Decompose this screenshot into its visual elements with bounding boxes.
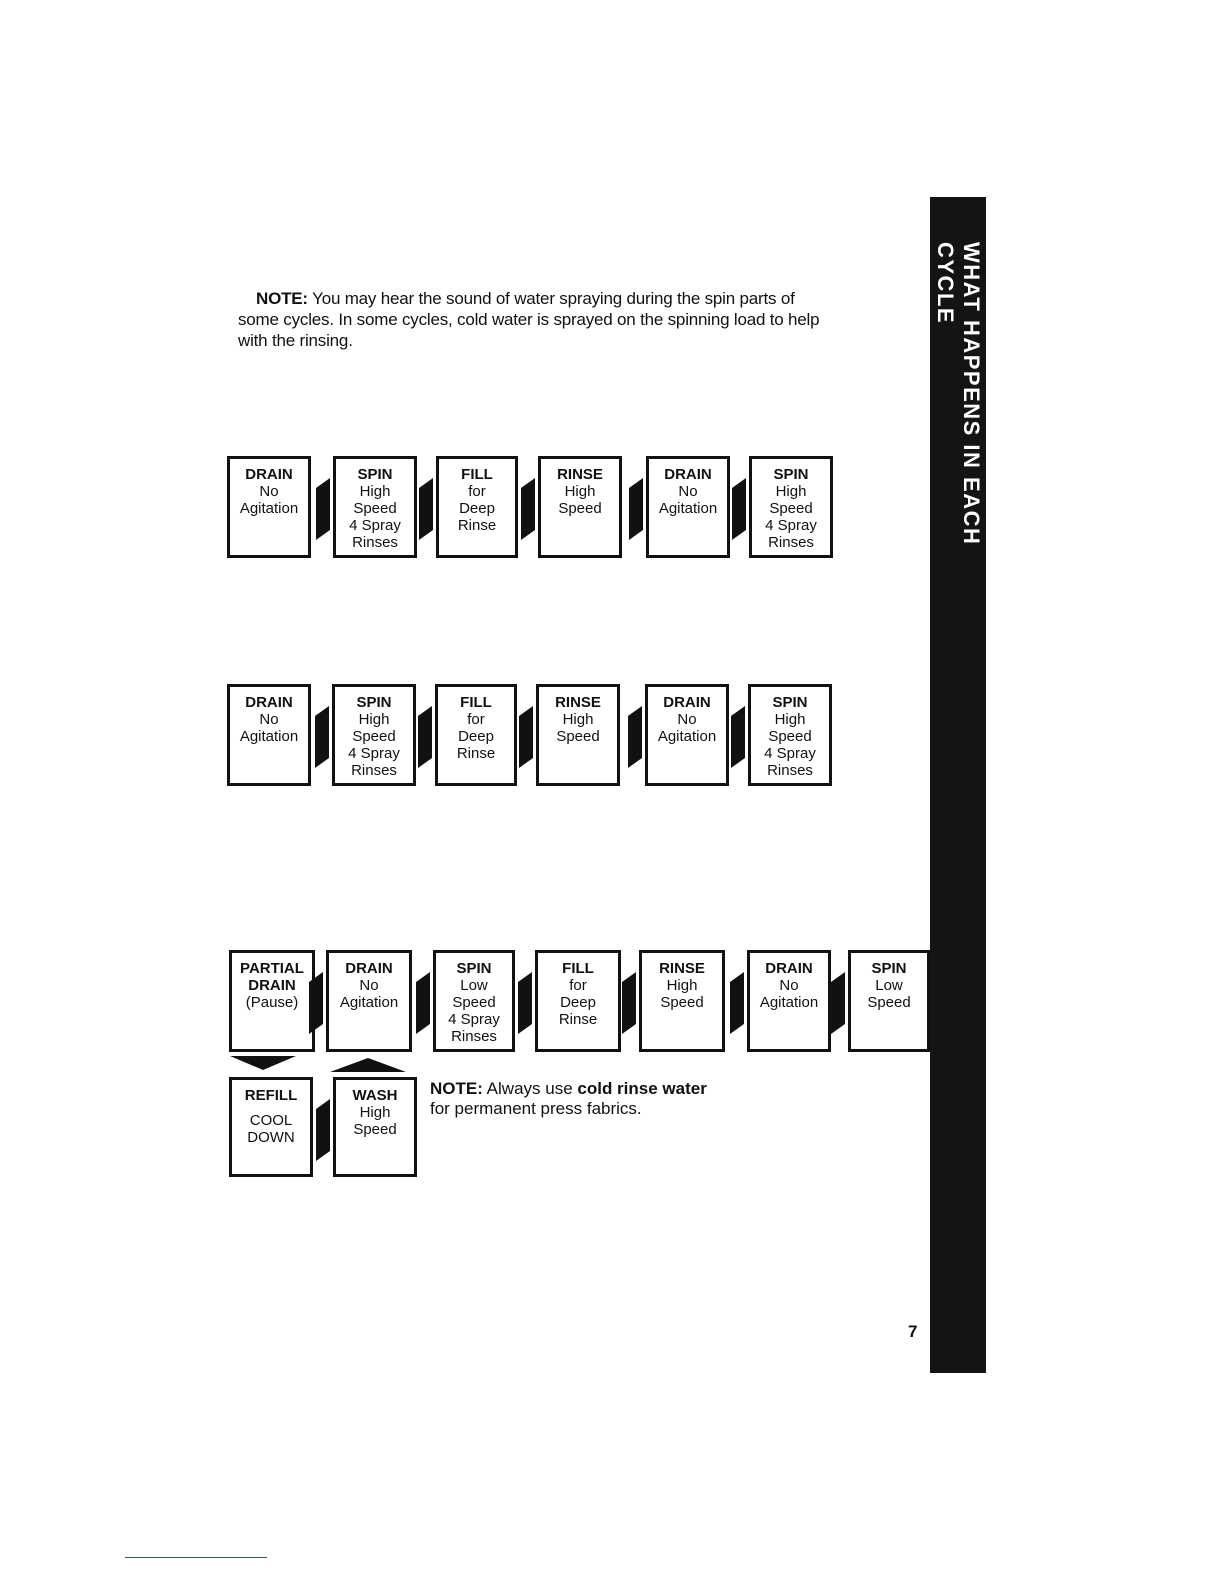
step-line: No	[779, 977, 799, 994]
step-line: DRAIN	[248, 977, 296, 994]
step-line: RINSE	[557, 466, 603, 483]
arrow-right-icon	[316, 478, 330, 540]
step-line: for	[569, 977, 587, 994]
step-line: for	[468, 483, 486, 500]
step-line: SPIN	[871, 960, 907, 977]
step-line: SPIN	[772, 694, 808, 711]
step-line: Speed	[769, 500, 813, 517]
step-line: RINSE	[659, 960, 705, 977]
step-line: Speed	[452, 994, 496, 1011]
step-line: High	[774, 711, 806, 728]
step-line: 4 Spray	[448, 1011, 500, 1028]
step-line: Rinse	[558, 1011, 598, 1028]
step-box-spin	[333, 456, 417, 558]
side-section-tab	[930, 197, 986, 1373]
arrow-down-icon	[230, 1056, 296, 1075]
step-line: Agitation	[657, 728, 717, 745]
cycle-sub-row	[229, 1077, 419, 1181]
step-line: DRAIN	[664, 466, 712, 483]
arrow-right-icon	[831, 972, 845, 1034]
step-line: Agitation	[239, 500, 299, 517]
step-line: 4 Spray	[765, 517, 817, 534]
step-box-drain	[747, 950, 831, 1052]
step-box-rinse	[538, 456, 622, 558]
arrow-right-icon	[628, 706, 642, 768]
step-line: Speed	[768, 728, 812, 745]
step-line: Deep	[560, 994, 596, 1011]
step-box-fill	[435, 684, 517, 786]
step-box-spin	[748, 684, 832, 786]
step-line: DRAIN	[345, 960, 393, 977]
step-line: SPIN	[456, 960, 492, 977]
step-box-drain	[227, 684, 311, 786]
step-line: FILL	[562, 960, 594, 977]
step-box-rinse	[536, 684, 620, 786]
step-line: FILL	[461, 466, 493, 483]
step-line: DRAIN	[245, 694, 293, 711]
arrow-right-icon	[518, 972, 532, 1034]
step-line: DOWN	[247, 1129, 295, 1146]
step-box-drain	[645, 684, 729, 786]
step-line: REFILL	[244, 1087, 298, 1104]
step-line: COOL	[249, 1112, 293, 1129]
step-line: RINSE	[555, 694, 601, 711]
note-text-line3: with the rinsing.	[238, 331, 353, 350]
step-line: Deep	[459, 500, 495, 517]
step-box-drain	[646, 456, 730, 558]
step-box-spin	[332, 684, 416, 786]
step-line: Rinses	[351, 762, 397, 779]
step-line: No	[359, 977, 379, 994]
step-line: No	[678, 483, 698, 500]
step-line: Speed	[660, 994, 704, 1011]
step-box-spin	[433, 950, 515, 1052]
step-line: Speed	[556, 728, 600, 745]
step-line: DRAIN	[663, 694, 711, 711]
step-box-spin	[848, 950, 930, 1052]
step-line: SPIN	[356, 694, 392, 711]
step-line: Rinses	[768, 534, 814, 551]
arrow-right-icon	[315, 706, 329, 768]
arrow-right-icon	[309, 972, 323, 1034]
step-line: Rinse	[456, 745, 496, 762]
step-line: WASH	[352, 1087, 398, 1104]
step-box-wash	[333, 1077, 417, 1177]
step-line: Rinses	[451, 1028, 497, 1045]
step-box-partial	[229, 950, 315, 1052]
step-line: Agitation	[339, 994, 399, 1011]
step-line: (Pause)	[245, 994, 299, 1011]
step-line: Speed	[352, 728, 396, 745]
step-line: for	[467, 711, 485, 728]
cycle-row-3	[229, 950, 934, 1060]
step-line: Rinse	[457, 517, 497, 534]
note-label: NOTE:	[256, 289, 308, 308]
step-line: No	[677, 711, 697, 728]
arrow-right-icon	[416, 972, 430, 1034]
step-line: No	[259, 711, 279, 728]
step-line: Speed	[353, 1121, 397, 1138]
step-box-fill	[436, 456, 518, 558]
step-line: Rinses	[767, 762, 813, 779]
step-line: PARTIAL	[240, 960, 304, 977]
step-line: Speed	[558, 500, 602, 517]
step-box-drain	[227, 456, 311, 558]
bottom-rule	[125, 1557, 267, 1558]
step-line: High	[562, 711, 594, 728]
step-line: Agitation	[759, 994, 819, 1011]
step-box-rinse	[639, 950, 725, 1052]
arrow-right-icon	[519, 706, 533, 768]
arrow-right-icon	[521, 478, 535, 540]
note2-label: NOTE:	[430, 1079, 483, 1098]
step-box-refill	[229, 1077, 313, 1177]
step-line: Low	[460, 977, 488, 994]
step-line: Agitation	[239, 728, 299, 745]
step-line: Rinses	[352, 534, 398, 551]
arrow-right-icon	[418, 706, 432, 768]
arrow-up-icon	[330, 1058, 406, 1077]
step-line: High	[358, 711, 390, 728]
step-line: High	[359, 1104, 391, 1121]
step-line: Speed	[353, 500, 397, 517]
step-line: DRAIN	[245, 466, 293, 483]
arrow-right-icon	[419, 478, 433, 540]
arrow-right-icon	[732, 478, 746, 540]
step-line: No	[259, 483, 279, 500]
note2-text-a: Always use	[482, 1079, 578, 1098]
step-line	[269, 1104, 273, 1112]
step-line: SPIN	[357, 466, 393, 483]
step-box-spin	[749, 456, 833, 558]
top-note	[238, 288, 918, 351]
step-line: High	[775, 483, 807, 500]
step-line: High	[564, 483, 596, 500]
step-line: DRAIN	[765, 960, 813, 977]
arrow-right-icon	[622, 972, 636, 1034]
step-line: Deep	[458, 728, 494, 745]
arrow-right-icon	[731, 706, 745, 768]
arrow-right-icon	[730, 972, 744, 1034]
note2-text-b: for permanent press fabrics.	[430, 1099, 642, 1118]
arrow-right-icon	[629, 478, 643, 540]
note-text-line1: You may hear the sound of water spraying during the spin parts of	[312, 289, 795, 308]
side-tab-title: WHAT HAPPENS IN EACH CYCLE	[933, 242, 984, 546]
step-line: High	[359, 483, 391, 500]
note2-emphasis: cold rinse water	[577, 1079, 707, 1098]
step-line: Low	[875, 977, 903, 994]
cycle-row-2	[227, 684, 837, 794]
cycle-row-1	[227, 456, 837, 566]
step-line: Speed	[867, 994, 911, 1011]
step-box-drain	[326, 950, 412, 1052]
note-text-line2: some cycles. In some cycles, cold water is sprayed on the spinning load to help	[238, 310, 820, 329]
step-line: 4 Spray	[348, 745, 400, 762]
step-box-fill	[535, 950, 621, 1052]
step-line: FILL	[460, 694, 492, 711]
step-line: 4 Spray	[764, 745, 816, 762]
step-line: Agitation	[658, 500, 718, 517]
bottom-note	[430, 1079, 850, 1119]
step-line: 4 Spray	[349, 517, 401, 534]
step-line: SPIN	[773, 466, 809, 483]
step-line: High	[666, 977, 698, 994]
arrow-right-icon	[316, 1099, 330, 1161]
page-number: 7	[908, 1322, 918, 1341]
